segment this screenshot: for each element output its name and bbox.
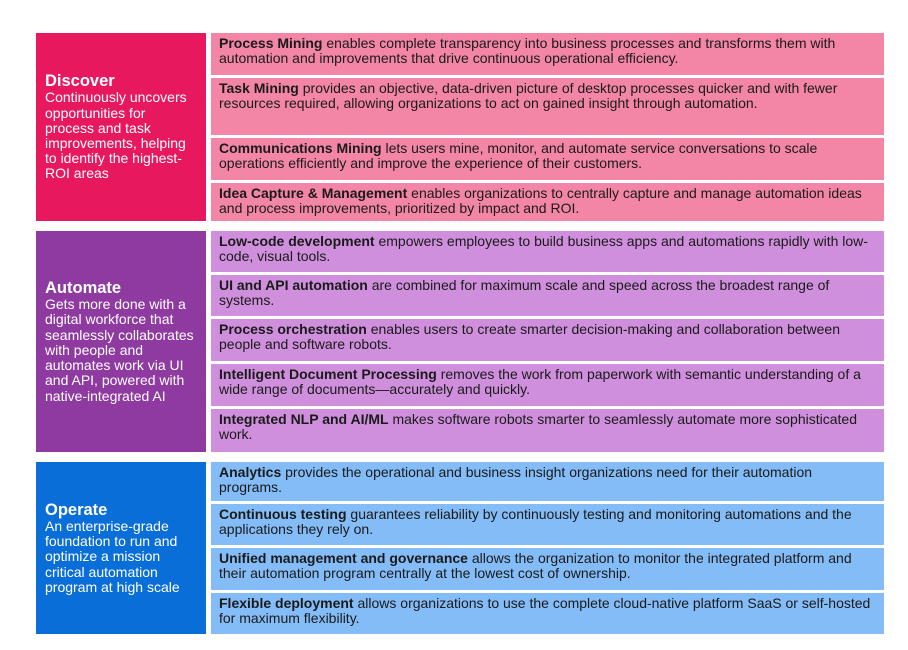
row-title: Process orchestration xyxy=(219,321,367,337)
operate-description: An enterprise-grade foundation to run and optimize a mission critical automation program at high scale xyxy=(45,517,180,595)
discover-description: Continuously uncovers opportunities for process and task improvements, helping to identify the highest-ROI areas xyxy=(45,89,187,182)
automate-section xyxy=(36,231,884,452)
row-text: allows the organization to monitor the integrated platform and their automation program centrally at the lowest cost of ownership. xyxy=(219,550,852,582)
operate-row-continuous-testing xyxy=(211,504,884,545)
operate-rows xyxy=(211,462,884,634)
row-title: Communications Mining xyxy=(219,140,382,156)
operate-row-flexible-deployment xyxy=(211,593,884,634)
discover-row-process-mining xyxy=(211,33,884,75)
row-title: Unified management and governance xyxy=(219,550,468,566)
operate-label-block xyxy=(36,462,206,634)
automate-description: Gets more done with a digital workforce that seamlessly collaborates with people and automates work via UI and API, powered with native-integrated AI xyxy=(45,296,194,404)
row-title: UI and API automation xyxy=(219,277,368,293)
automate-row-ui-api xyxy=(211,275,884,316)
row-title: Task Mining xyxy=(219,80,299,96)
row-text: lets users mine, monitor, and automate service conversations to scale operations efficiently and improve the experience of their customers. xyxy=(219,140,818,172)
discover-title: Discover xyxy=(45,72,115,91)
discover-row-task-mining xyxy=(211,78,884,135)
row-title: Flexible deployment xyxy=(219,595,354,611)
automate-rows xyxy=(211,231,884,452)
row-text: empowers employees to build business apps and automations rapidly with low-code, visual tools. xyxy=(219,233,868,265)
operate-row-unified-management xyxy=(211,548,884,590)
row-text: provides the operational and business insight organizations need for their automation programs. xyxy=(219,464,813,496)
automate-row-low-code xyxy=(211,231,884,272)
automate-row-idp xyxy=(211,364,884,406)
row-text: provides an objective, data-driven picture of desktop processes quicker and with fewer resources required, allowing organizations to act on gained insight through automation. xyxy=(219,80,838,112)
row-title: Intelligent Document Processing xyxy=(219,366,437,382)
row-text: enables organizations to centrally capture and manage automation ideas and process improvements, prioritized by impact and ROI. xyxy=(219,185,862,217)
row-text: allows organizations to use the complete cloud-native platform SaaS or self-hosted for maximum flexibility. xyxy=(219,595,871,627)
row-text: makes software robots smarter to seamlessly automate more sophisticated work. xyxy=(219,411,857,443)
row-title: Continuous testing xyxy=(219,506,347,522)
discover-label-block xyxy=(36,33,206,221)
automate-label-block xyxy=(36,231,206,452)
row-text: enables complete transparency into business processes and transforms them with automation and improvements that drive continuous operational efficiency. xyxy=(219,35,836,67)
row-title: Idea Capture & Management xyxy=(219,185,408,201)
discover-row-communications-mining xyxy=(211,138,884,180)
automate-title: Automate xyxy=(45,279,122,298)
operate-section xyxy=(36,462,884,634)
discover-row-idea-capture xyxy=(211,183,884,221)
automate-row-nlp-ai xyxy=(211,409,884,452)
discover-rows xyxy=(211,33,884,221)
row-title: Integrated NLP and AI/ML xyxy=(219,411,389,427)
row-title: Analytics xyxy=(219,464,282,480)
operate-row-analytics xyxy=(211,462,884,501)
automate-row-process-orchestration xyxy=(211,319,884,361)
row-text: are combined for maximum scale and speed across the broadest range of systems. xyxy=(219,277,830,309)
discover-section xyxy=(36,33,884,221)
row-text: enables users to create smarter decision-making and collaboration between people and software robots. xyxy=(219,321,840,353)
row-text: removes the work from paperwork with semantic understanding of a wide range of documents—accurately and quickly. xyxy=(219,366,861,398)
row-text: guarantees reliability by continuously testing and monitoring automations and the applications they rely on. xyxy=(219,506,852,538)
row-title: Low-code development xyxy=(219,233,375,249)
row-title: Process Mining xyxy=(219,35,323,51)
operate-title: Operate xyxy=(45,500,108,519)
